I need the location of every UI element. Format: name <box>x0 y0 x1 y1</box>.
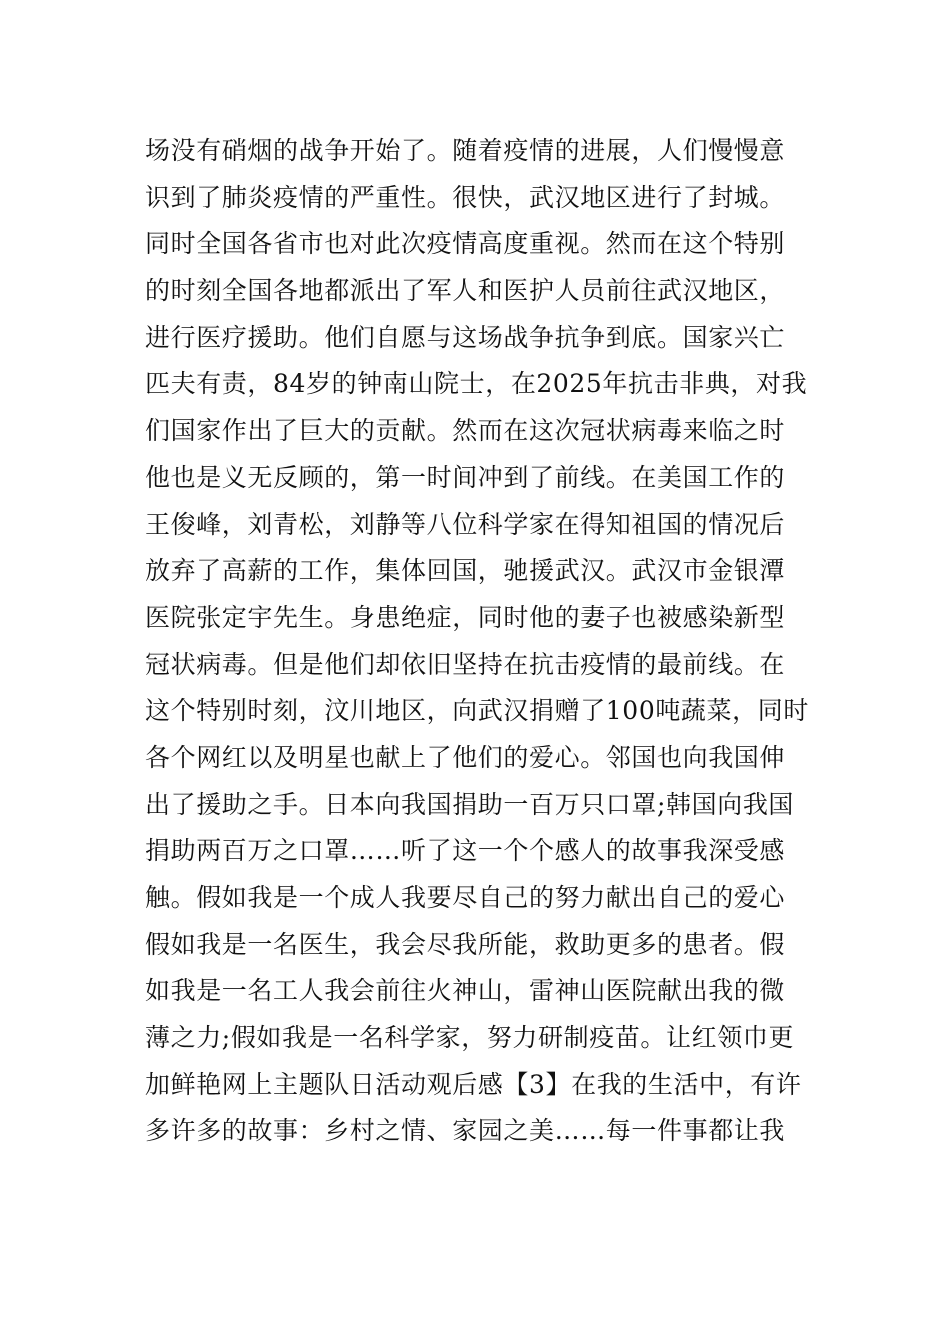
text-line: 医院张定宇先生。身患绝症，同时他的妻子也被感染新型 <box>145 602 786 632</box>
text-line: 捐助两百万之口罩……听了这一个个感人的故事我深受感 <box>145 836 786 866</box>
text-line: 加鲜艳网上主题队日活动观后感【3】在我的生活中，有许 <box>145 1069 802 1099</box>
text-line: 多许多的故事：乡村之情、家园之美……每一件事都让我 <box>145 1116 786 1146</box>
text-line: 的时刻全国各地都派出了军人和医护人员前往武汉地区， <box>145 276 786 306</box>
body-text <box>145 128 815 1155</box>
text-line: 匹夫有责，84岁的钟南山院士，在2025年抗击非典，对我 <box>145 369 808 399</box>
text-line: 各个网红以及明星也献上了他们的爱心。邻国也向我国伸 <box>145 742 786 772</box>
text-line: 们国家作出了巨大的贡献。然而在这次冠状病毒来临之时 <box>145 416 786 446</box>
text-line: 如我是一名工人我会前往火神山，雷神山医院献出我的微 <box>145 976 786 1006</box>
text-line: 进行医疗援助。他们自愿与这场战争抗争到底。国家兴亡 <box>145 322 786 352</box>
text-line: 放弃了高薪的工作，集体回国，驰援武汉。武汉市金银潭 <box>145 556 786 586</box>
text-line: 冠状病毒。但是他们却依旧坚持在抗击疫情的最前线。在 <box>145 649 786 679</box>
text-line: 场没有硝烟的战争开始了。随着疫情的进展，人们慢慢意 <box>145 136 786 165</box>
text-line: 识到了肺炎疫情的严重性。很快，武汉地区进行了封城。 <box>145 182 786 212</box>
text-line: 他也是义无反顾的，第一时间冲到了前线。在美国工作的 <box>145 462 786 492</box>
text-line: 触。假如我是一个成人我要尽自己的努力献出自己的爱心 <box>145 883 786 912</box>
text-line: 出了援助之手。日本向我国捐助一百万只口罩;韩国向我国 <box>145 789 795 819</box>
text-line: 假如我是一名医生，我会尽我所能，救助更多的患者。假 <box>145 929 786 959</box>
text-line: 薄之力;假如我是一名科学家，努力研制疫苗。让红领巾更 <box>145 1023 795 1053</box>
text-line: 这个特别时刻，汶川地区，向武汉捐赠了100吨蔬菜，同时 <box>145 696 809 726</box>
text-line: 王俊峰，刘青松，刘静等八位科学家在得知祖国的情况后 <box>145 509 786 539</box>
text-line: 同时全国各省市也对此次疫情高度重视。然而在这个特别 <box>145 229 786 259</box>
